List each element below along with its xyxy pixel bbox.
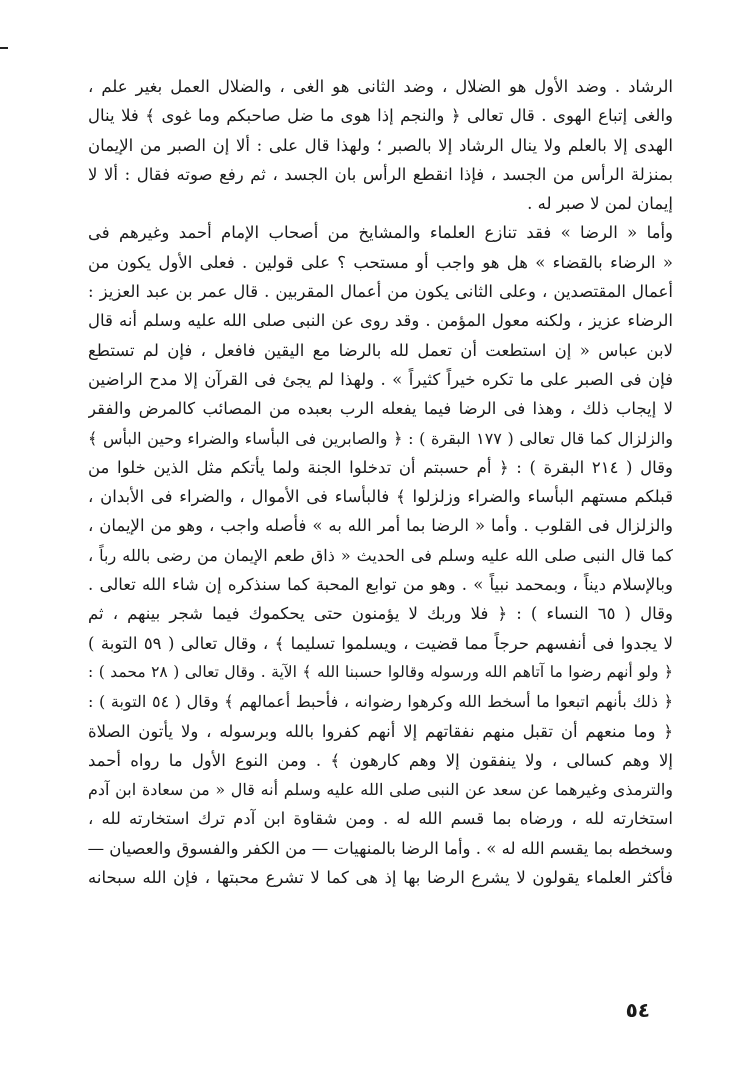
- text-line: كما قال النبى صلى الله عليه وسلم فى الحديث « ذاق طعم الإيمان من رضى بالله رباً ،: [88, 545, 673, 565]
- text-line: والزلزال فى القلوب . وأما « الرضا بما أمر الله به » فأصله واجب ، وهو من الإيمان ،: [88, 516, 673, 536]
- text-line: ﴿ وما منعهم أن تقبل منهم نفقاتهم إلا أنهم كفروا بالله وبرسوله ، ولا يأتون الصلاة: [88, 721, 673, 741]
- text-line: لا إيجاب ذلك ، وهذا فى الرضا فيما يفعله الرب بعبده من المصائب كالمرض والفقر: [88, 399, 673, 419]
- text-line: ﴿ ولو أنهم رضوا ما آتاهم الله ورسوله وقالوا حسبنا الله ﴾ الآية . وقال تعالى ( ٢٨ محمد ) :: [88, 662, 673, 681]
- text-line: بمنزلة الرأس من الجسد ، فإذا انقطع الرأس بان الجسد ، ثم رفع صوته فقال : ألا لا: [88, 164, 673, 184]
- text-line: الهدى إلا بالعلم ولا ينال الرشاد إلا بالصبر ؛ ولهذا قال على : ألا إن الصبر من الإيمان: [88, 135, 673, 155]
- text-line: وأما « الرضا » فقد تنازع العلماء والمشايخ من أصحاب الإمام أحمد وغيرهم فى: [88, 223, 673, 243]
- text-line: لابن عباس « إن استطعت أن تعمل لله بالرضا مع اليقين فافعل ، فإن لم تستطع: [88, 340, 673, 360]
- text-line: وبالإسلام ديناً ، وبمحمد نبياً » . وهو من توابع المحبة كما سنذكره إن شاء الله تعالى .: [88, 575, 673, 595]
- text-line: وقال ( ٢١٤ البقرة ) : ﴿ أم حسبتم أن تدخلوا الجنة ولما يأتكم مثل الذين خلوا من: [88, 457, 673, 477]
- text-line: أعمال المقتصدين ، وعلى الثانى يكون من أعمال المقربين . قال عمر بن عبد العزيز :: [88, 282, 673, 302]
- text-line: « الرضاء بالقضاء » هل هو واجب أو مستحب ؟ على قولين . فعلى الأول يكون من: [88, 252, 673, 272]
- text-line: إيمان لمن لا صبر له .: [527, 194, 673, 214]
- text-line: ﴿ ذلك بأنهم اتبعوا ما أسخط الله وكرهوا رضوانه ، فأحبط أعمالهم ﴾ وقال ( ٥٤ التوبة ) :: [88, 692, 673, 712]
- text-line: والغى إتباع الهوى . قال تعالى ﴿ والنجم إذا هوى ما ضل صاحبكم وما غوى ﴾ فلا ينال: [88, 106, 673, 126]
- text-line: والزلزال كما قال تعالى ( ١٧٧ البقرة ) : ﴿ والصابرين فى البأساء والضراء وحين البأس ﴾: [88, 428, 673, 448]
- text-line: الرضاء عزيز ، ولكنه معول المؤمن . وقد روى عن النبى صلى الله عليه وسلم أنه قال: [88, 311, 673, 331]
- page-number: ٥٤: [625, 998, 650, 1022]
- text-line: استخارته لله ، ورضاه بما قسم الله له . ومن شقاوة ابن آدم ترك استخارته لله ،: [88, 809, 673, 829]
- text-line: لا يجدوا فى أنفسهم حرجاً مما قضيت ، ويسلموا تسليما ﴾ ، وقال تعالى ( ٥٩ التوبة ): [88, 633, 673, 653]
- text-line: والترمذى وغيرهما عن سعد عن النبى صلى الله عليه وسلم أنه قال « من سعادة ابن آدم: [88, 780, 673, 800]
- margin-mark: [0, 47, 8, 49]
- body-text: [88, 72, 673, 892]
- text-line: وسخطه بما يقسم الله له » . وأما الرضا بالمنهيات — من الكفر والفسوق والعصيان —: [88, 838, 673, 858]
- text-line: إلا وهم كسالى ، ولا ينفقون إلا وهم كارهون ﴾ . ومن النوع الأول ما رواه أحمد: [88, 750, 673, 770]
- text-line: الرشاد . وضد الأول هو الضلال ، وضد الثانى هو الغى ، والضلال العمل بغير علم ،: [88, 77, 673, 96]
- text-line: قبلكم مستهم البأساء والضراء وزلزلوا ﴾ فالبأساء فى الأموال ، والضراء فى الأبدان ،: [88, 487, 673, 507]
- text-line: فأكثر العلماء يقولون لا يشرع الرضا بها إذ هى كما لا تشرع محبتها ، فإن الله سبحانه: [88, 868, 673, 888]
- text-line: وقال ( ٦٥ النساء ) : ﴿ فلا وربك لا يؤمنون حتى يحكموك فيما شجر بينهم ، ثم: [88, 604, 673, 624]
- text-line: فإن فى الصبر على ما تكره خيراً كثيراً » . ولهذا لم يجئ فى القرآن إلا مدح الراضين: [88, 369, 673, 389]
